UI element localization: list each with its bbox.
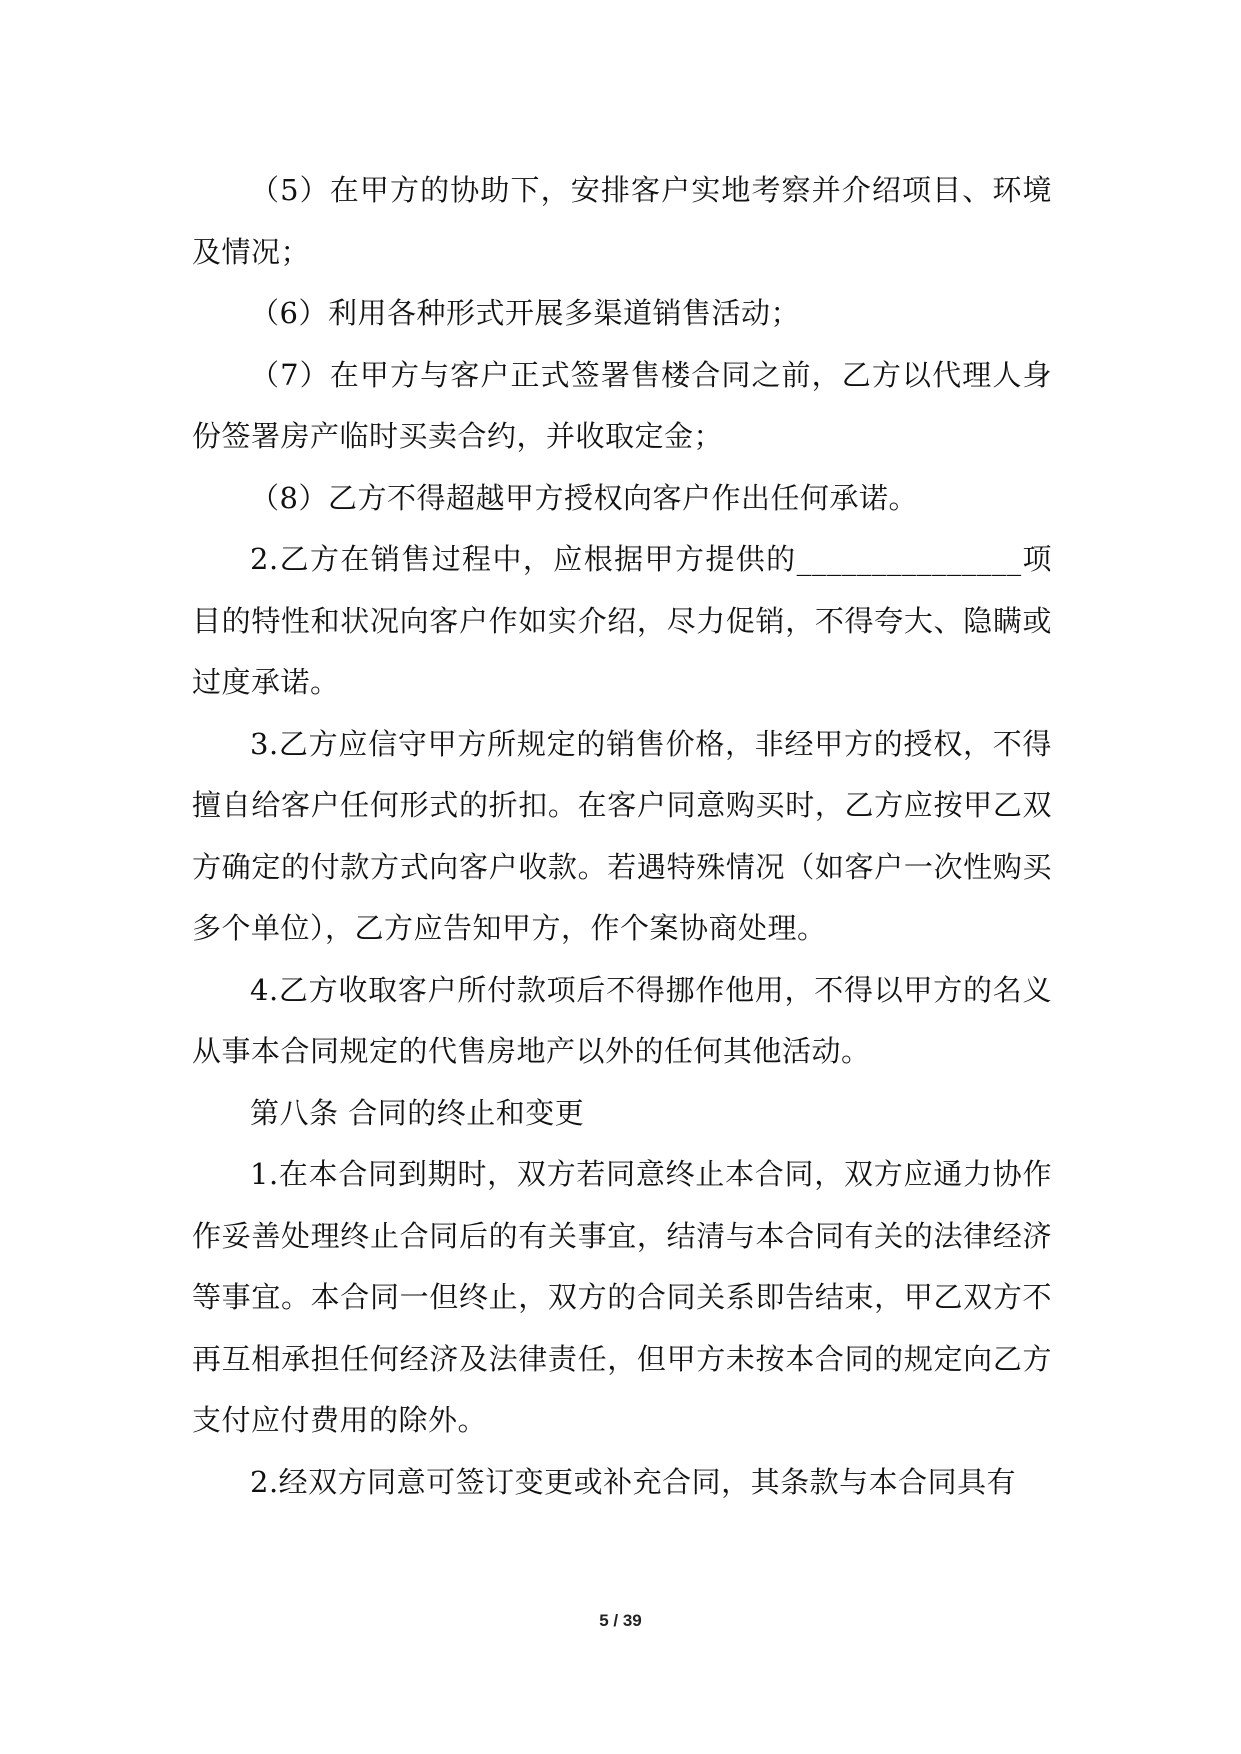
document-body — [192, 160, 1052, 1513]
article-8-clause-1: 1.在本合同到期时，双方若同意终止本合同，双方应通力协作作妥善处理终止合同后的有关事宜，结清与本合同有关的法律经济等事宜。本合同一但终止，双方的合同关系即告结束，甲乙双方不再互相承担任何经济及法律责任，但甲方未按本合同的规定向乙方支付应付费用的除外。 — [192, 1157, 1052, 1437]
clause-item-6: （6）利用各种形式开展多渠道销售活动； — [250, 296, 800, 330]
clause-item-7: （7）在甲方与客户正式签署售楼合同之前，乙方以代理人身份签署房产临时买卖合约，并收取定金； — [192, 357, 1052, 453]
clause-4: 4.乙方收取客户所付款项后不得挪作他用，不得以甲方的名义从事本合同规定的代售房地产以外的任何其他活动。 — [192, 972, 1052, 1068]
clause-item-8: （8）乙方不得超越甲方授权向客户作出任何承诺。 — [250, 480, 918, 515]
article-8-clause-2: 2.经双方同意可签订变更或补充合同，其条款与本合同具有 — [250, 1464, 1017, 1499]
page-number: 5 / 39 — [599, 1611, 642, 1630]
clause-3: 3.乙方应信守甲方所规定的销售价格，非经甲方的授权，不得擅自给客户任何形式的折扣。在客户同意购买时，乙方应按甲乙双方确定的付款方式向客户收款。若遇特殊情况（如客户一次性购买多个单位），乙方应告知甲方，作个案协商处理。 — [192, 726, 1052, 945]
clause-2: 2.乙方在销售过程中，应根据甲方提供的_______________项目的特性和状况向客户作如实介绍，尽力促销，不得夸大、隐瞒或过度承诺。 — [192, 542, 1052, 699]
article-8-heading: 第八条 合同的终止和变更 — [250, 1095, 585, 1130]
clause-item-5: （5）在甲方的协助下，安排客户实地考察并介绍项目、环境及情况； — [192, 173, 1052, 269]
